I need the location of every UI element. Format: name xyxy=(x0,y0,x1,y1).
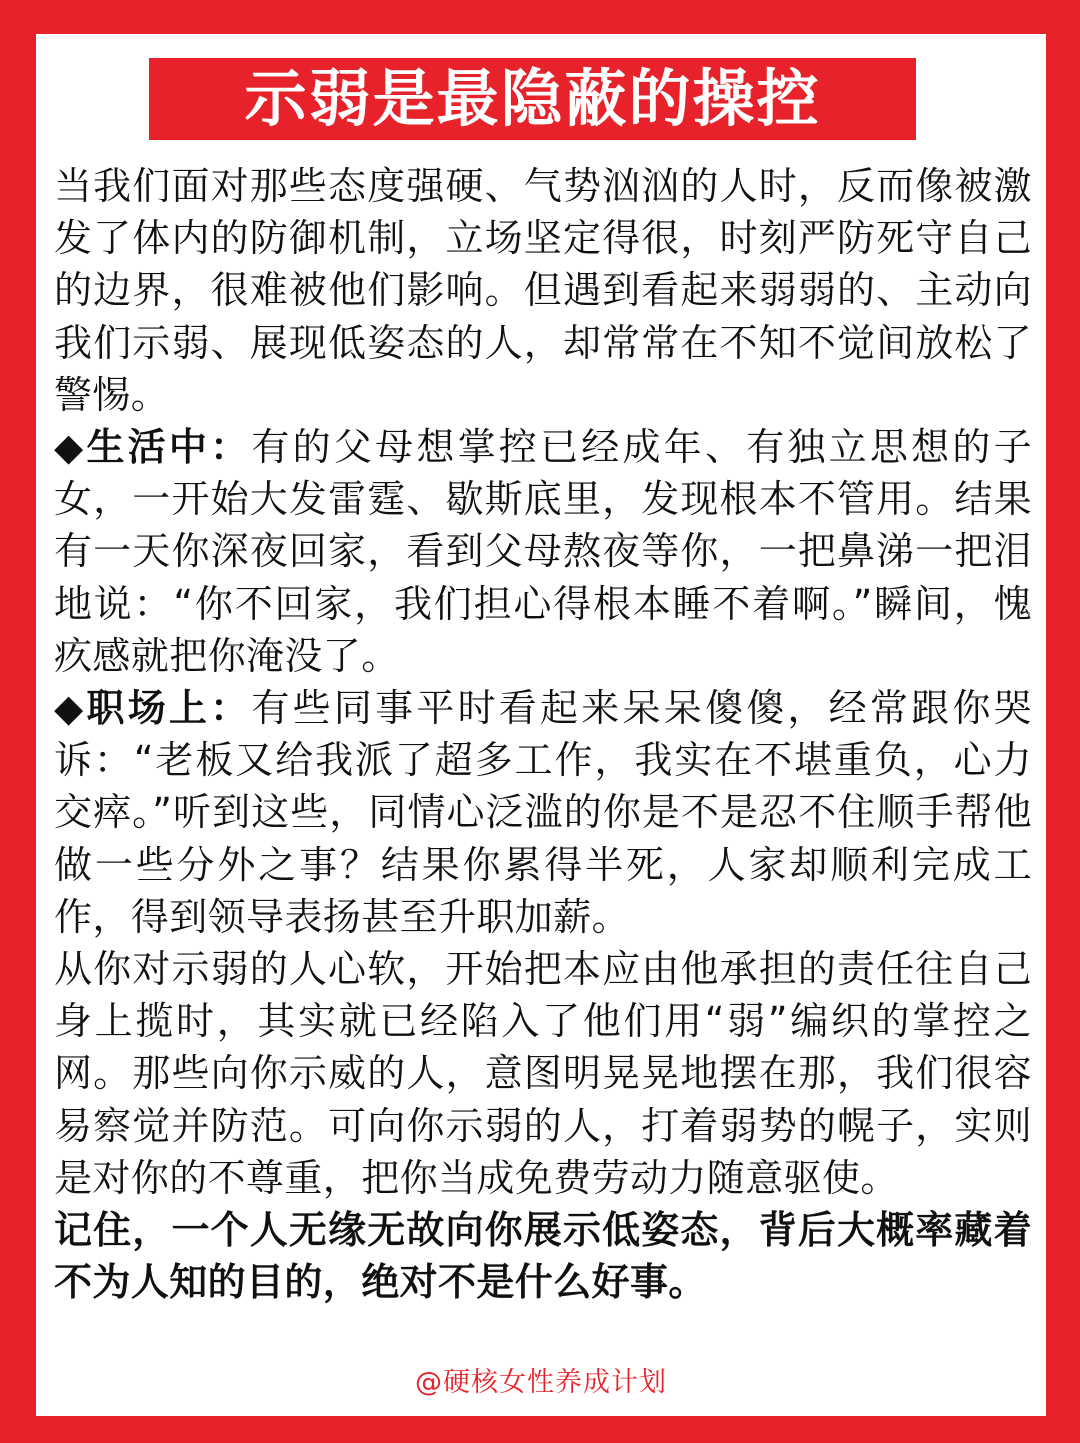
diamond-bullet-icon: ◆ xyxy=(54,425,87,470)
work-section-label: 职场上： xyxy=(86,686,252,731)
diamond-bullet-icon: ◆ xyxy=(54,686,87,731)
content-card xyxy=(36,34,1046,1416)
life-section-paragraph xyxy=(54,421,1032,682)
article-body xyxy=(54,160,1032,1308)
page-title: 示弱是最隐蔽的操控 xyxy=(244,62,821,135)
work-section-text: 有些同事平时看起来呆呆傻傻，经常跟你哭诉：“老板又给我派了超多工作，我实在不堪重负，心力交瘁。”听到这些，同情心泛滥的你是不是忍不住顺手帮他做一些分外之事？结果你累得半死，人家却顺利完成工作，得到领导表扬甚至升职加薪。 xyxy=(54,686,1033,939)
life-section-label: 生活中： xyxy=(86,425,252,470)
work-section-paragraph xyxy=(54,682,1032,943)
title-banner xyxy=(149,58,916,140)
analysis-paragraph: 从你对示弱的人心软，开始把本应由他承担的责任往自己身上揽时，其实就已经陷入了他们用“弱”编织的掌控之网。那些向你示威的人，意图明晃晃地摆在那，我们很容易察觉并防范。可向你示弱的人，打着弱势的幌子，实则是对你的不尊重，把你当成免费劳动力随意驱使。 xyxy=(54,947,1032,1200)
life-section-text: 有的父母想掌控已经成年、有独立思想的子女，一开始大发雷霆、歇斯底里，发现根本不管用。结果有一天你深夜回家，看到父母熬夜等你，一把鼻涕一把泪地说：“你不回家，我们担心得根本睡不着啊。”瞬间，愧疚感就把你淹没了。 xyxy=(54,425,1033,678)
intro-paragraph: 当我们面对那些态度强硬、气势汹汹的人时，反而像被激发了体内的防御机制，立场坚定得很，时刻严防死守自己的边界，很难被他们影响。但遇到看起来弱弱的、主动向我们示弱、展现低姿态的人，却常常在不知不觉间放松了警惕。 xyxy=(54,164,1032,417)
watermark-handle: @硬核女性养成计划 xyxy=(415,1367,667,1398)
closing-paragraph: 记住，一个人无缘无故向你展示低姿态，背后大概率藏着不为人知的目的，绝对不是什么好事。 xyxy=(54,1208,1032,1305)
